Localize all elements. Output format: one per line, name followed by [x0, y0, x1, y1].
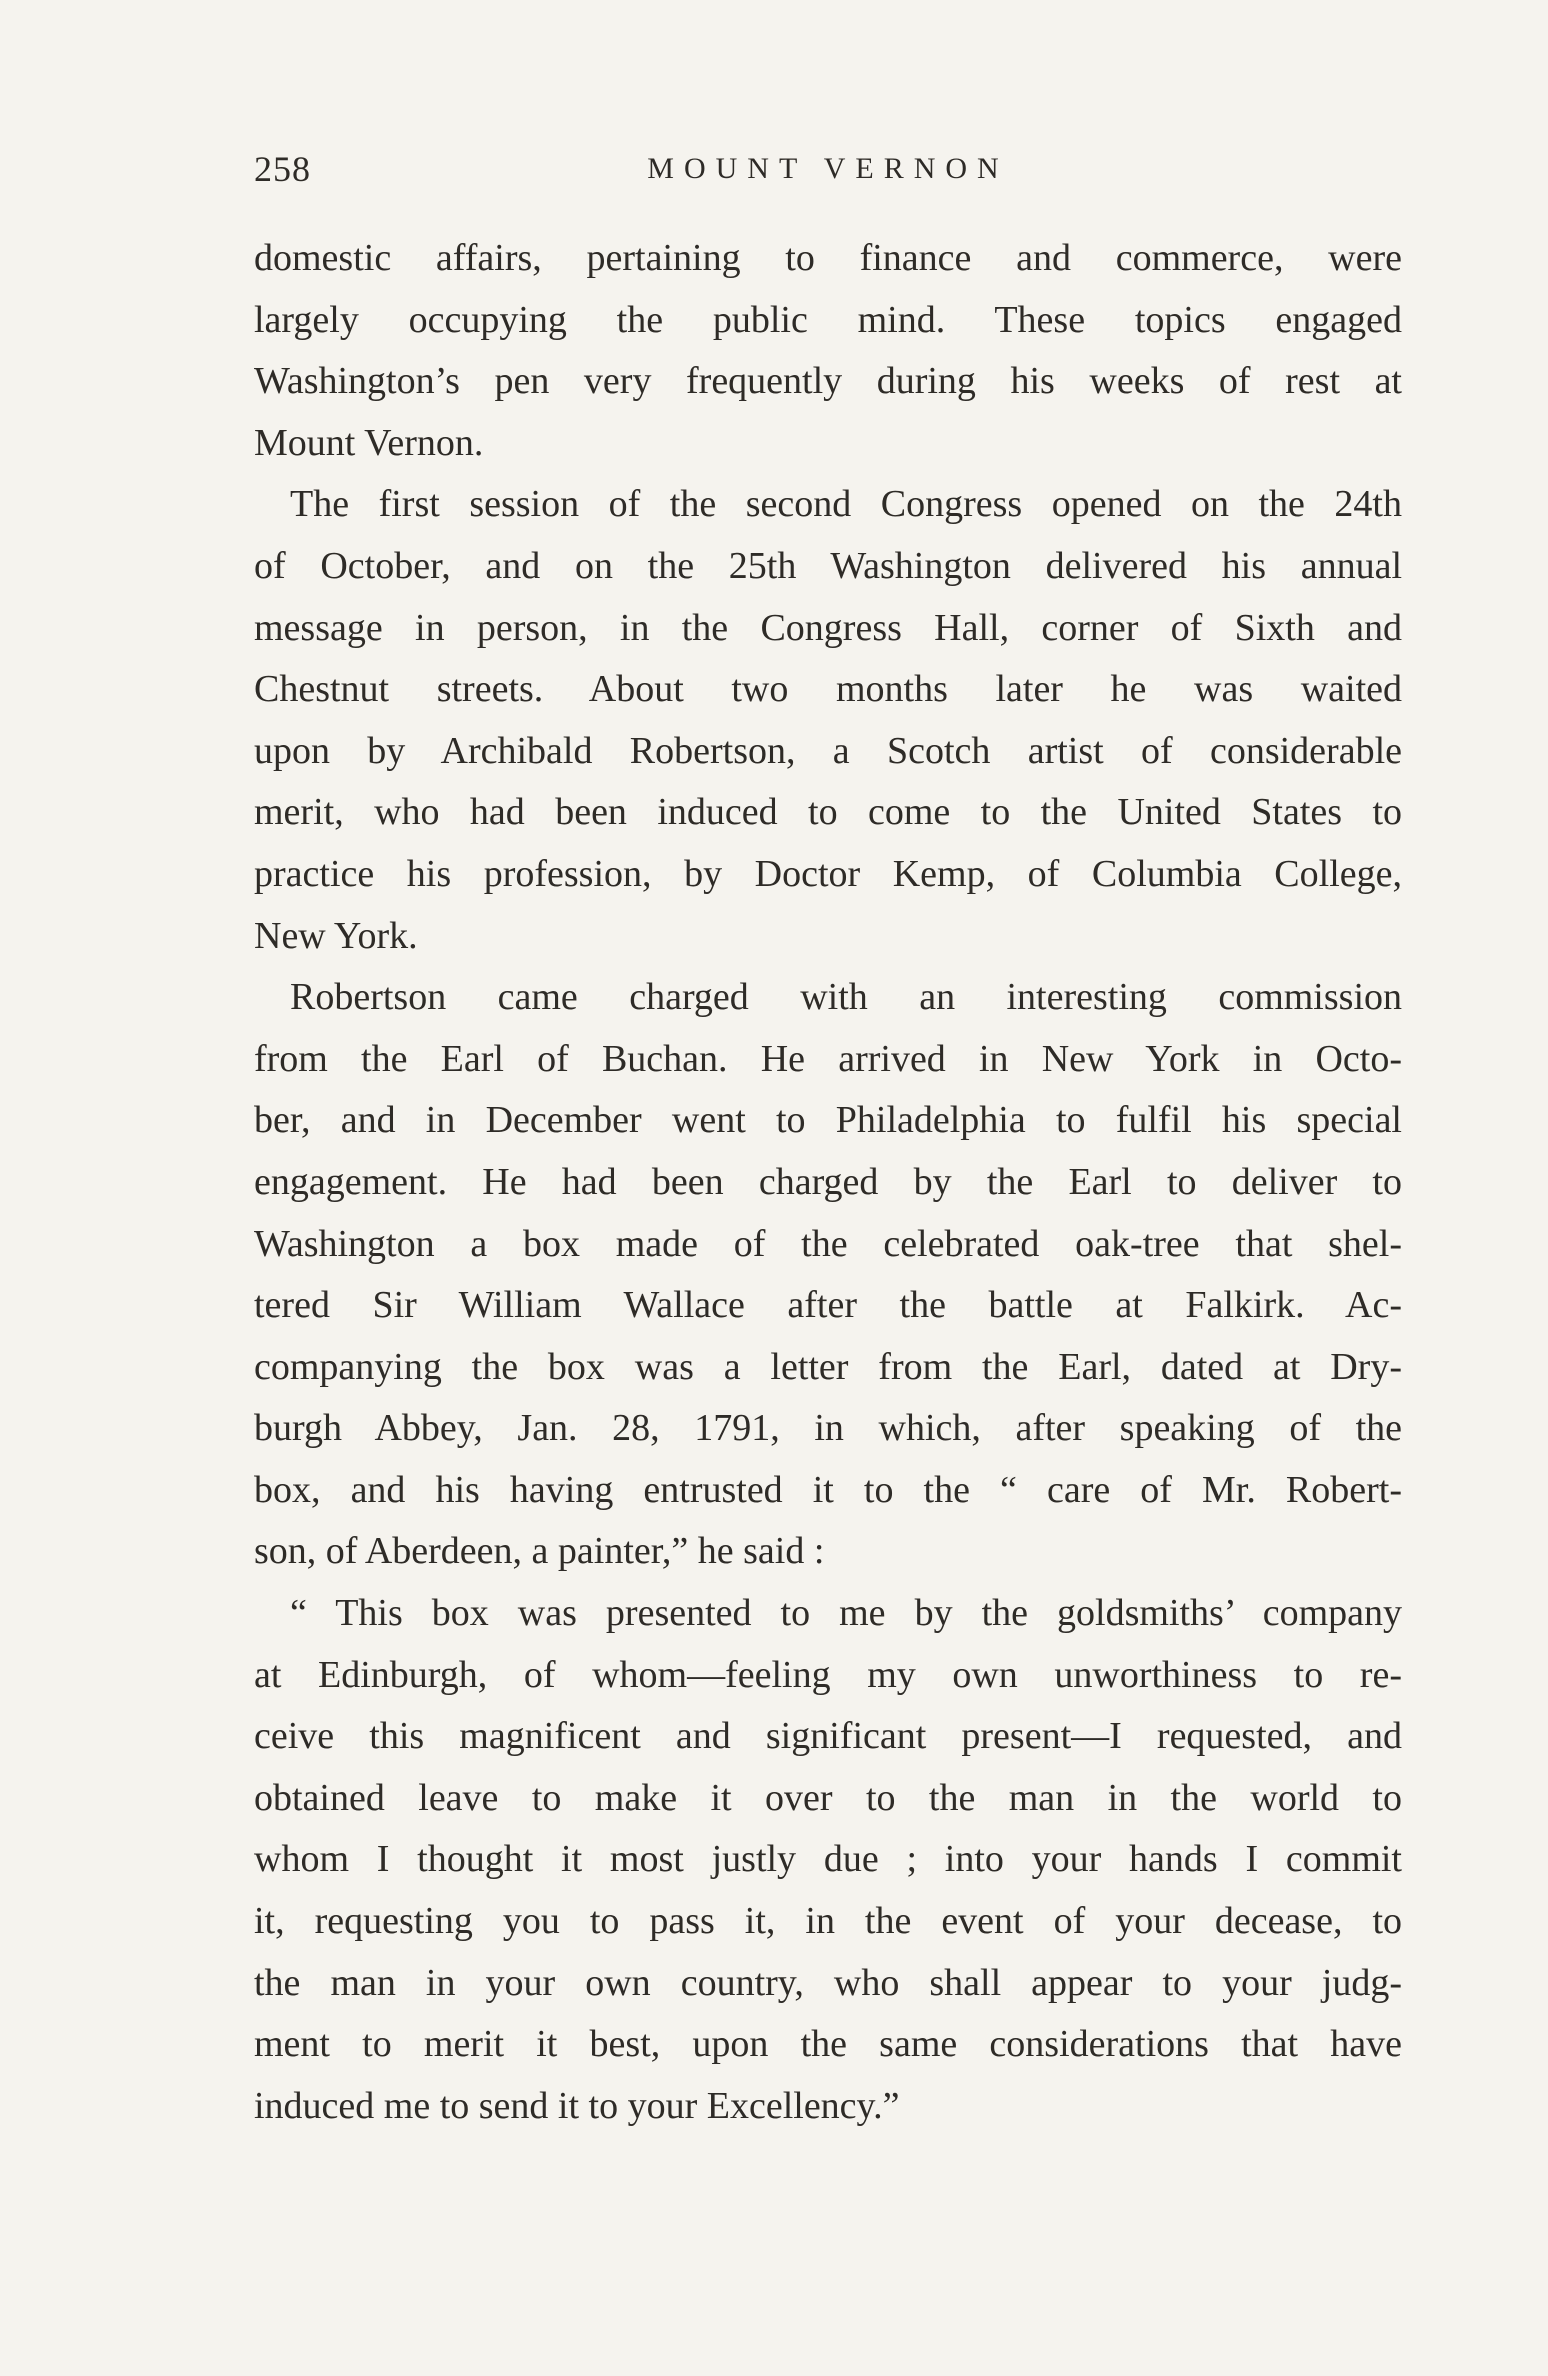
text-line: message in person, in the Congress Hall, corner of Sixth and: [254, 606, 1402, 649]
text-line: whom I thought it most justly due ; into your hands I commit: [254, 1838, 1402, 1881]
text-line: Washington a box made of the celebrated oak-tree that shel-: [254, 1222, 1402, 1265]
text-line: New York.: [254, 914, 418, 957]
text-line: box, and his having entrusted it to the “ care of Mr. Robert-: [254, 1468, 1402, 1511]
text-line: it, requesting you to pass it, in the event of your decease, to: [254, 1900, 1402, 1943]
text-line: tered Sir William Wallace after the battle at Falkirk. Ac-: [254, 1284, 1402, 1327]
page-header: [254, 148, 1402, 208]
text-line: ber, and in December went to Philadelphia to fulfil his special: [254, 1099, 1402, 1142]
text-line: of October, and on the 25th Washington delivered his annual: [254, 544, 1402, 587]
text-line: Robertson came charged with an interesting commission: [290, 976, 1402, 1019]
text-line: companying the box was a letter from the Earl, dated at Dry-: [254, 1345, 1402, 1388]
text-line: practice his profession, by Doctor Kemp, of Columbia College,: [254, 852, 1402, 895]
running-head: MOUNT VERNON: [647, 152, 1009, 185]
text-line: engagement. He had been charged by the Earl to deliver to: [254, 1160, 1402, 1203]
text-line: merit, who had been induced to come to the United States to: [254, 791, 1402, 834]
text-line: son, of Aberdeen, a painter,” he said :: [254, 1530, 825, 1573]
text-line: largely occupying the public mind. These topics engaged: [254, 298, 1402, 341]
page-number: 258: [254, 149, 311, 189]
text-line: The first session of the second Congress opened on the 24th: [290, 483, 1402, 526]
text-line: upon by Archibald Robertson, a Scotch artist of considerable: [254, 729, 1402, 772]
text-line: induced me to send it to your Excellency.”: [254, 2084, 900, 2127]
text-line: from the Earl of Buchan. He arrived in New York in Octo-: [254, 1037, 1402, 1080]
text-line: the man in your own country, who shall appear to your judg-: [254, 1961, 1402, 2004]
text-line: obtained leave to make it over to the man in the world to: [254, 1776, 1402, 1819]
text-line: domestic affairs, pertaining to finance and commerce, were: [254, 237, 1402, 279]
body-text: [254, 228, 1402, 2137]
text-line: “ This box was presented to me by the goldsmiths’ company: [290, 1592, 1402, 1635]
text-line: at Edinburgh, of whom—feeling my own unworthiness to re-: [254, 1653, 1402, 1696]
text-line: Chestnut streets. About two months later he was waited: [254, 668, 1402, 711]
text-line: burgh Abbey, Jan. 28, 1791, in which, after speaking of the: [254, 1407, 1402, 1450]
text-line: Mount Vernon.: [254, 421, 484, 464]
text-line: Washington’s pen very frequently during his weeks of rest at: [254, 360, 1402, 403]
text-line: ment to merit it best, upon the same considerations that have: [254, 2023, 1402, 2066]
text-line: ceive this magnificent and significant present—I requested, and: [254, 1715, 1402, 1758]
